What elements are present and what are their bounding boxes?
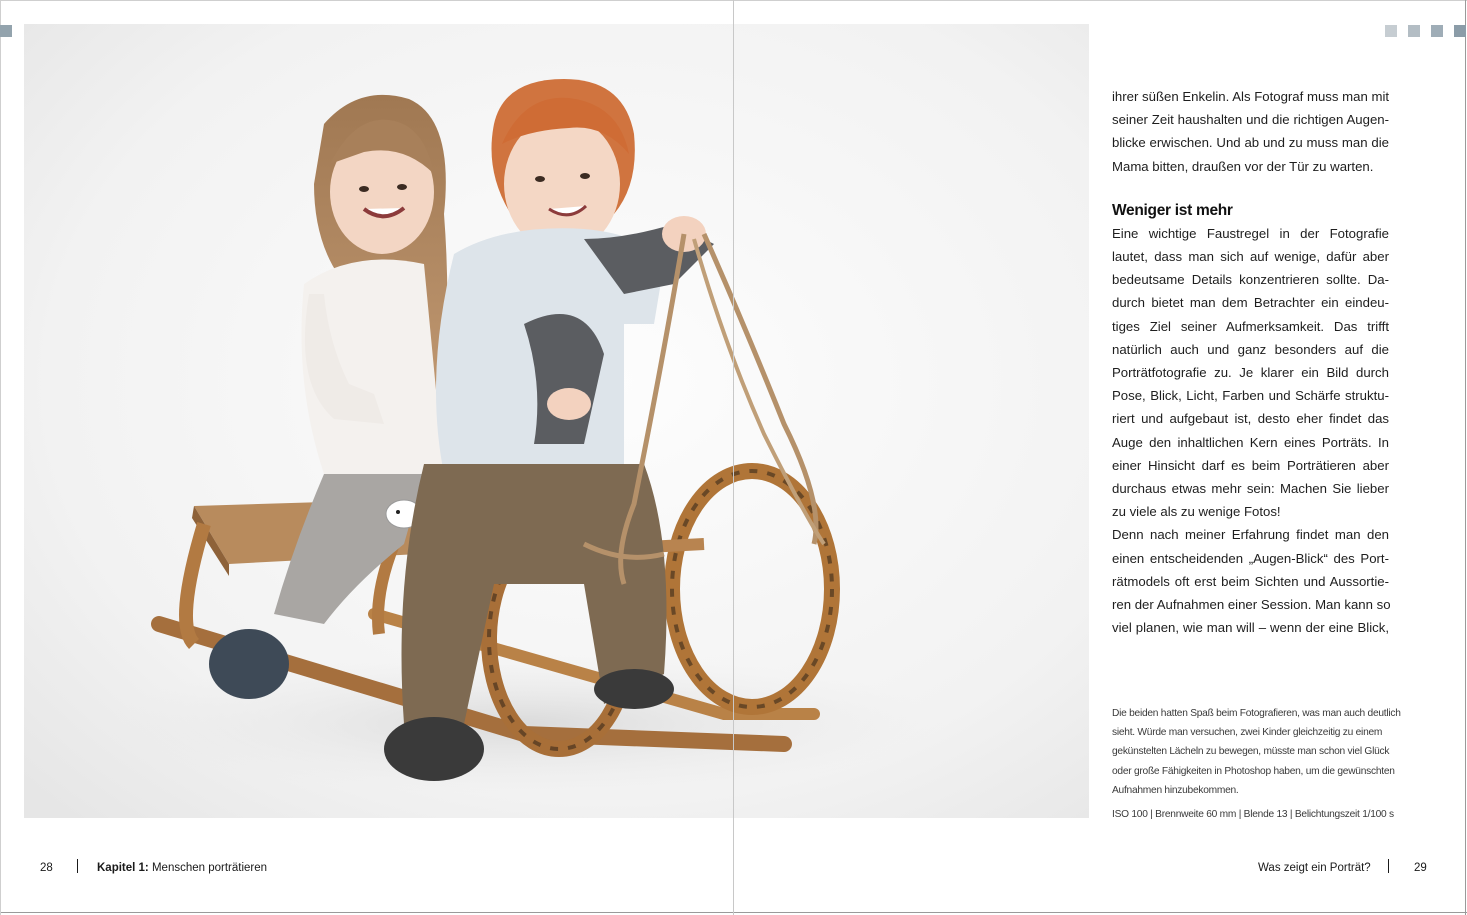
text-line: rätmodels oft erst beim Sichten und Aussortie- [1112, 573, 1389, 589]
text-line: ihrer süßen Enkelin. Als Fotograf muss man mit [1112, 89, 1390, 104]
exif-settings: ISO 100 | Brennweite 60 mm | Blende 13 | Belichtungszeit 1/100 s [1112, 809, 1394, 821]
caption-line: gekünstelten Lächeln zu bewegen, müsste man schon viel Glück [1112, 746, 1390, 758]
caption-line: sieht. Würde man versuchen, zwei Kinder gleichzeitig zu einem [1112, 727, 1383, 739]
text-line: lautet, dass man sich auf wenige, dafür aber [1112, 249, 1389, 265]
paragraph-intro [1112, 85, 1389, 178]
caption-line: Die beiden hatten Spaß beim Fotografieren, was man auch deutlich [1112, 708, 1401, 719]
text-line: ren der Aufnahmen einer Session. Man kann so [1112, 597, 1391, 613]
decorative-squares [1385, 25, 1466, 37]
text-line: einer Hinsicht darf es beim Porträtieren aber [1112, 457, 1389, 473]
text-line: Porträtfotografie zu. Je klarer ein Bild durch [1112, 365, 1389, 381]
text-line: einen entscheidenden „Augen-Blick“ des Port- [1112, 550, 1389, 566]
page-edge-right [1465, 0, 1466, 915]
text-line: Denn nach meiner Erfahrung findet man den [1112, 527, 1389, 543]
text-line: tiges Ziel seiner Aufmerksamkeit. Das trifft [1112, 318, 1389, 334]
chapter-number: Kapitel 1: [97, 862, 149, 874]
deco-square [1408, 25, 1420, 37]
text-line: Mama bitten, draußen vor der Tür zu warten. [1112, 158, 1374, 174]
page-number-left: 28 [40, 862, 53, 874]
text-line: zu viele als zu wenige Fotos! [1112, 504, 1281, 520]
caption-line: oder große Fähigkeiten in Photoshop haben, um die gewünschten [1112, 765, 1395, 777]
deco-square [1385, 25, 1397, 37]
footer-divider [1388, 859, 1389, 873]
deco-square [1454, 25, 1466, 37]
page-edge-left [0, 0, 1, 915]
text-line: bedeutsame Details konzentrieren sollte. Da- [1112, 272, 1389, 288]
footer-divider [77, 859, 78, 873]
page-number-right: 29 [1414, 862, 1427, 874]
text-line: viel planen, wie man will – wenn der eine Blick, [1112, 620, 1389, 636]
body-text-column [1112, 85, 1389, 639]
photo-caption [1112, 704, 1401, 824]
corner-marker [0, 25, 12, 37]
paragraph-continued [1112, 523, 1389, 639]
photo-illustration [24, 24, 1089, 818]
chapter-label [97, 862, 267, 874]
text-line: Pose, Blick, Licht, Farben und Schärfe struktu- [1112, 388, 1389, 404]
text-line: natürlich auch und ganz besonders auf die [1112, 341, 1389, 357]
caption-line: Aufnahmen hinzubekommen. [1112, 784, 1239, 796]
text-line: Eine wichtige Faustregel in der Fotografie [1112, 225, 1389, 241]
section-heading: Weniger ist mehr [1112, 201, 1233, 219]
text-line: durchaus etwas mehr sein: Machen Sie lieber [1112, 481, 1389, 497]
book-gutter [733, 0, 734, 915]
text-line: seiner Zeit haushalten und die richtigen Augen- [1112, 112, 1389, 128]
paragraph-main [1112, 222, 1389, 524]
text-line: durch bietet man dem Betrachter ein eindeu- [1112, 295, 1389, 311]
text-line: Auge den inhaltlichen Kern eines Porträts. In [1112, 434, 1389, 450]
text-line: blicke erwischen. Und ab und zu muss man die [1112, 135, 1389, 151]
children-on-sled-photo [24, 24, 1089, 818]
deco-square [1431, 25, 1443, 37]
text-line: riert und aufgebaut ist, desto eher findet das [1112, 411, 1389, 427]
section-title: Was zeigt ein Porträt? [1258, 862, 1371, 874]
chapter-title: Menschen porträtieren [151, 862, 268, 874]
